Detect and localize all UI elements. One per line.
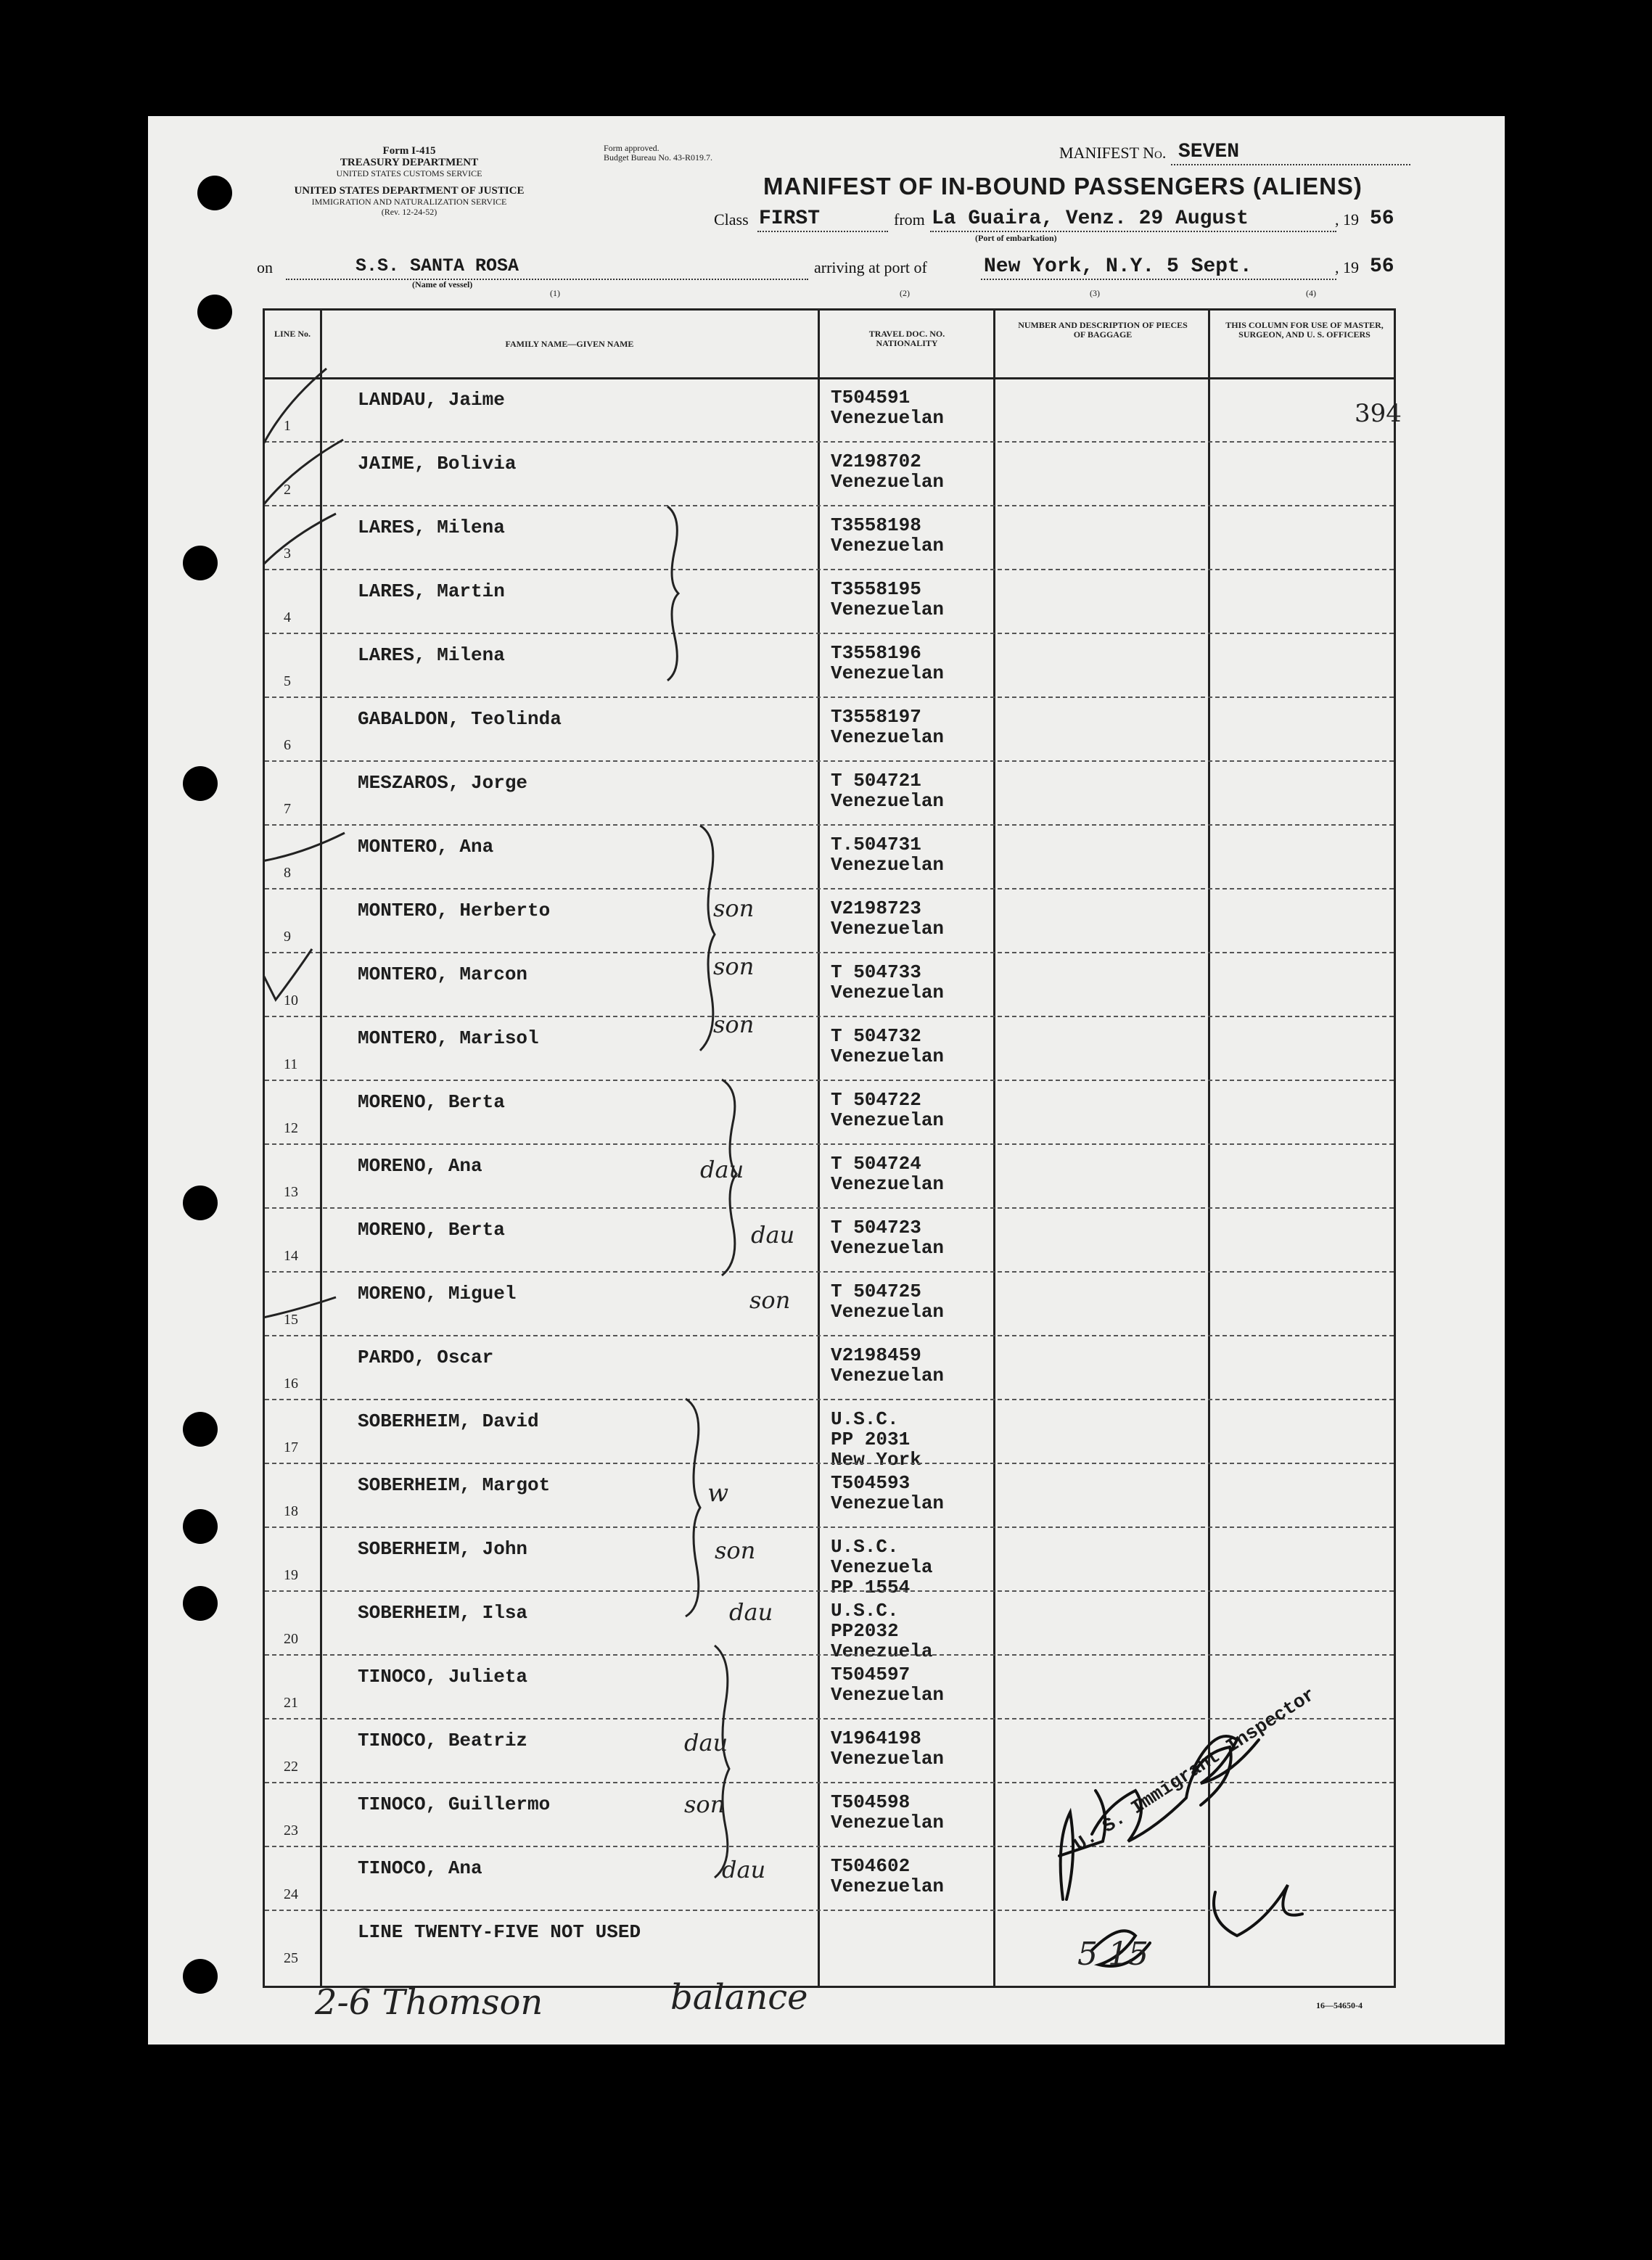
- check-mark-16: [265, 1297, 336, 1319]
- relation-son-11: son: [713, 1011, 755, 1038]
- row-travel-doc: Venezuelan: [831, 1045, 945, 1067]
- row-passenger-name: TINOCO, Ana: [358, 1857, 482, 1879]
- row-travel-doc: T3558197: [831, 706, 921, 728]
- punch-hole: [197, 176, 232, 210]
- arrive-year-label: , 19: [1335, 258, 1359, 276]
- row-travel-doc: U.S.C.: [831, 1408, 899, 1430]
- row-line-number: 12: [284, 1120, 298, 1136]
- check-mark-2: [265, 440, 343, 505]
- row-line-number: 11: [284, 1056, 298, 1072]
- col4-marker: (4): [1306, 288, 1316, 298]
- punch-hole: [183, 1509, 218, 1544]
- row-travel-doc: T.504731: [831, 834, 921, 855]
- class-label: Class: [714, 210, 749, 229]
- row-travel-doc: U.S.C.: [831, 1536, 899, 1558]
- arrive-year-value: 56: [1370, 255, 1394, 278]
- row-travel-doc: T 504722: [831, 1089, 921, 1111]
- relation-son-10: son: [713, 953, 755, 980]
- row-line-number: 23: [284, 1823, 298, 1838]
- bottom-note-balance: balance: [670, 1977, 808, 2018]
- row-passenger-name: LINE TWENTY-FIVE NOT USED: [358, 1921, 641, 1943]
- budget-bureau: Budget Bureau No. 43-R019.7.: [604, 152, 712, 163]
- relation-dau-22: dau: [684, 1729, 728, 1756]
- row-line-number: 22: [284, 1759, 298, 1775]
- row-line-number: 6: [284, 737, 291, 753]
- row-travel-doc: T3558196: [831, 642, 921, 664]
- row-passenger-name: PARDO, Oscar: [358, 1347, 494, 1368]
- manifest-number: SEVEN: [1178, 141, 1240, 163]
- row-travel-doc: Venezuelan: [831, 854, 945, 876]
- row-passenger-name: SOBERHEIM, Ilsa: [358, 1602, 528, 1624]
- row-passenger-name: MORENO, Miguel: [358, 1283, 517, 1304]
- row-line-number: 9: [284, 929, 291, 945]
- row-line-number: 15: [284, 1312, 298, 1328]
- row-travel-doc: U.S.C.: [831, 1600, 899, 1622]
- row-passenger-name: TINOCO, Julieta: [358, 1666, 528, 1688]
- row-passenger-name: MESZAROS, Jorge: [358, 772, 528, 794]
- row-passenger-name: LANDAU, Jaime: [358, 389, 505, 411]
- row-travel-doc: Venezuelan: [831, 1748, 945, 1770]
- relation-son-9: son: [713, 895, 755, 922]
- relation-dau-14: dau: [751, 1221, 795, 1249]
- col-header-line: LINE No.: [274, 329, 311, 339]
- vessel-caption: (Name of vessel): [412, 279, 473, 289]
- row-passenger-name: MONTERO, Marisol: [358, 1027, 539, 1049]
- row-travel-doc: Venezuelan: [831, 1812, 945, 1833]
- from-line: [930, 231, 1336, 232]
- row-passenger-name: GABALDON, Teolinda: [358, 708, 562, 730]
- row-line-number: 3: [284, 546, 291, 562]
- row-line-number: 19: [284, 1567, 298, 1583]
- dept-treasury: TREASURY DEPARTMENT: [340, 157, 479, 168]
- row-travel-doc: PP 2031: [831, 1429, 911, 1450]
- row-travel-doc: T504598: [831, 1791, 911, 1813]
- row-passenger-name: MONTERO, Herberto: [358, 900, 551, 921]
- row-travel-doc: Venezuelan: [831, 599, 945, 620]
- row-travel-doc: T504602: [831, 1855, 911, 1877]
- col3-marker: (3): [1090, 288, 1100, 298]
- row-travel-doc: T 504732: [831, 1025, 921, 1047]
- punch-hole: [183, 1959, 218, 1994]
- col-header-baggage: NUMBER AND DESCRIPTION OF PIECES OF BAGGAGE: [1018, 320, 1188, 340]
- embarkation-value: La Guaira, Venz. 29 August: [932, 207, 1249, 230]
- row-passenger-name: MONTERO, Marcon: [358, 963, 528, 985]
- inspector-stamp: U. S. Immigrant Inspector: [1070, 1683, 1320, 1857]
- page-title: MANIFEST OF IN-BOUND PASSENGERS (ALIENS): [763, 173, 1363, 200]
- row-line-number: 25: [284, 1950, 298, 1966]
- punch-hole: [197, 295, 232, 329]
- row-passenger-name: LARES, Milena: [358, 644, 505, 666]
- row-line-number: 24: [284, 1886, 298, 1902]
- check-mark-3: [265, 514, 336, 564]
- row-travel-doc: Venezuelan: [831, 1237, 945, 1259]
- class-value: FIRST: [759, 207, 821, 230]
- row-travel-doc: Venezuelan: [831, 407, 945, 429]
- page-number-annotation: 394: [1355, 399, 1402, 428]
- row-travel-doc: Venezuelan: [831, 535, 945, 556]
- row-passenger-name: MONTERO, Ana: [358, 836, 494, 858]
- relation-son-23: son: [684, 1791, 726, 1818]
- row-travel-doc: Venezuela: [831, 1556, 933, 1578]
- family-brace-montero: [700, 826, 715, 1051]
- family-brace-lares: [667, 506, 678, 681]
- row-travel-doc: New York: [831, 1449, 921, 1471]
- arriving-line: [981, 279, 1336, 280]
- row-travel-doc: Venezuelan: [831, 1109, 945, 1131]
- row-travel-doc: T3558195: [831, 578, 921, 600]
- row-passenger-name: LARES, Martin: [358, 580, 505, 602]
- family-brace-soberheim: [686, 1399, 700, 1616]
- row-passenger-name: LARES, Milena: [358, 517, 505, 538]
- punch-hole: [183, 766, 218, 801]
- row-passenger-name: SOBERHEIM, David: [358, 1410, 539, 1432]
- row-travel-doc: Venezuelan: [831, 662, 945, 684]
- row-line-number: 20: [284, 1631, 298, 1647]
- row-passenger-name: MORENO, Berta: [358, 1091, 505, 1113]
- row-travel-doc: Venezuela: [831, 1640, 933, 1662]
- row-travel-doc: PP2032: [831, 1620, 899, 1642]
- row-travel-doc: Venezuelan: [831, 471, 945, 493]
- row-passenger-name: MORENO, Berta: [358, 1219, 505, 1241]
- from-year-value: 56: [1370, 207, 1394, 230]
- stamp-date: 5 15: [1077, 1936, 1148, 1973]
- row-travel-doc: Venezuelan: [831, 1365, 945, 1386]
- relation-w-18: w: [707, 1479, 729, 1508]
- row-travel-doc: Venezuelan: [831, 1173, 945, 1195]
- check-mark-7: [265, 833, 345, 862]
- relation-son-15: son: [749, 1286, 791, 1314]
- row-passenger-name: MORENO, Ana: [358, 1155, 482, 1177]
- row-line-number: 5: [284, 673, 291, 689]
- punch-hole: [183, 1186, 218, 1220]
- form-number: Form I-415: [382, 145, 436, 157]
- row-line-number: 16: [284, 1376, 298, 1392]
- check-mark-1: [265, 369, 326, 448]
- vessel-name: S.S. SANTA ROSA: [356, 255, 519, 276]
- row-line-number: 17: [284, 1439, 298, 1455]
- row-travel-doc: PP 1554: [831, 1577, 911, 1598]
- row-travel-doc: T 504721: [831, 770, 921, 792]
- col-header-officers: THIS COLUMN FOR USE OF MASTER, SURGEON, AND U. S. OFFICERS: [1225, 320, 1384, 340]
- row-line-number: 13: [284, 1184, 298, 1200]
- row-travel-doc: T 504733: [831, 961, 921, 983]
- row-passenger-name: SOBERHEIM, Margot: [358, 1474, 551, 1496]
- form-approved: Form approved.: [604, 143, 659, 153]
- manifest-number-label: MANIFEST No.: [1059, 144, 1167, 162]
- row-travel-doc: Venezuelan: [831, 790, 945, 812]
- row-travel-doc: T504597: [831, 1664, 911, 1685]
- dept-customs: UNITED STATES CUSTOMS SERVICE: [336, 168, 482, 178]
- col2-marker: (2): [900, 288, 910, 298]
- footer-form-code: 16—54650-4: [1316, 2000, 1363, 2010]
- bottom-note-thomson: 2-6 Thomson: [315, 1982, 543, 2023]
- row-line-number: 10: [284, 993, 298, 1008]
- vessel-line: [286, 279, 808, 280]
- row-travel-doc: T 504723: [831, 1217, 921, 1238]
- manifest-number-line: [1171, 164, 1410, 165]
- arrival-port-value: New York, N.Y. 5 Sept.: [984, 255, 1252, 278]
- row-travel-doc: V2198702: [831, 451, 921, 472]
- row-travel-doc: Venezuelan: [831, 1301, 945, 1323]
- row-line-number: 2: [284, 482, 291, 498]
- row-travel-doc: V2198723: [831, 897, 921, 919]
- row-passenger-name: JAIME, Bolivia: [358, 453, 517, 474]
- dept-ins: IMMIGRATION AND NATURALIZATION SERVICE: [311, 197, 507, 207]
- family-brace-tinoco: [715, 1645, 729, 1878]
- row-travel-doc: T504593: [831, 1472, 911, 1494]
- row-line-number: 7: [284, 801, 291, 817]
- punch-hole: [183, 546, 218, 580]
- relation-dau-13: dau: [700, 1156, 744, 1183]
- row-line-number: 1: [284, 418, 291, 434]
- relation-dau-20: dau: [729, 1598, 773, 1626]
- row-travel-doc: Venezuelan: [831, 918, 945, 940]
- row-travel-doc: V1964198: [831, 1727, 921, 1749]
- row-passenger-name: TINOCO, Guillermo: [358, 1793, 551, 1815]
- row-line-number: 18: [284, 1503, 298, 1519]
- row-passenger-name: SOBERHEIM, John: [358, 1538, 528, 1560]
- check-mark-10: [265, 949, 312, 1000]
- col1-marker: (1): [550, 288, 560, 298]
- row-travel-doc: Venezuelan: [831, 726, 945, 748]
- row-line-number: 21: [284, 1695, 298, 1711]
- punch-hole: [183, 1586, 218, 1621]
- punch-hole: [183, 1412, 218, 1447]
- from-label: from: [894, 210, 925, 229]
- on-label: on: [257, 258, 273, 276]
- col-header-doc: TRAVEL DOC. NO. NATIONALITY: [868, 329, 945, 348]
- row-travel-doc: Venezuelan: [831, 982, 945, 1003]
- col-header-name: FAMILY NAME—GIVEN NAME: [505, 339, 634, 349]
- row-travel-doc: V2198459: [831, 1344, 921, 1366]
- row-travel-doc: T504591: [831, 387, 911, 408]
- row-travel-doc: T 504725: [831, 1281, 921, 1302]
- row-travel-doc: Venezuelan: [831, 1875, 945, 1897]
- row-travel-doc: T3558198: [831, 514, 921, 536]
- dept-justice: UNITED STATES DEPARTMENT OF JUSTICE: [294, 185, 525, 197]
- passenger-table: [263, 308, 1402, 1988]
- row-passenger-name: TINOCO, Beatriz: [358, 1730, 528, 1751]
- row-travel-doc: T 504724: [831, 1153, 921, 1175]
- port-embarkation-label: (Port of embarkation): [975, 233, 1057, 243]
- row-line-number: 4: [284, 609, 291, 625]
- manifest-sheet: [148, 116, 1505, 2045]
- row-travel-doc: Venezuelan: [831, 1684, 945, 1706]
- relation-dau-24: dau: [722, 1856, 766, 1883]
- arriving-label: arriving at port of: [814, 258, 927, 276]
- from-year-label: , 19: [1335, 210, 1359, 229]
- form-revision: (Rev. 12-24-52): [381, 207, 437, 217]
- relation-son-19: son: [715, 1537, 756, 1564]
- row-travel-doc: Venezuelan: [831, 1492, 945, 1514]
- class-line: [757, 231, 888, 232]
- row-line-number: 14: [284, 1248, 298, 1264]
- row-line-number: 8: [284, 865, 291, 881]
